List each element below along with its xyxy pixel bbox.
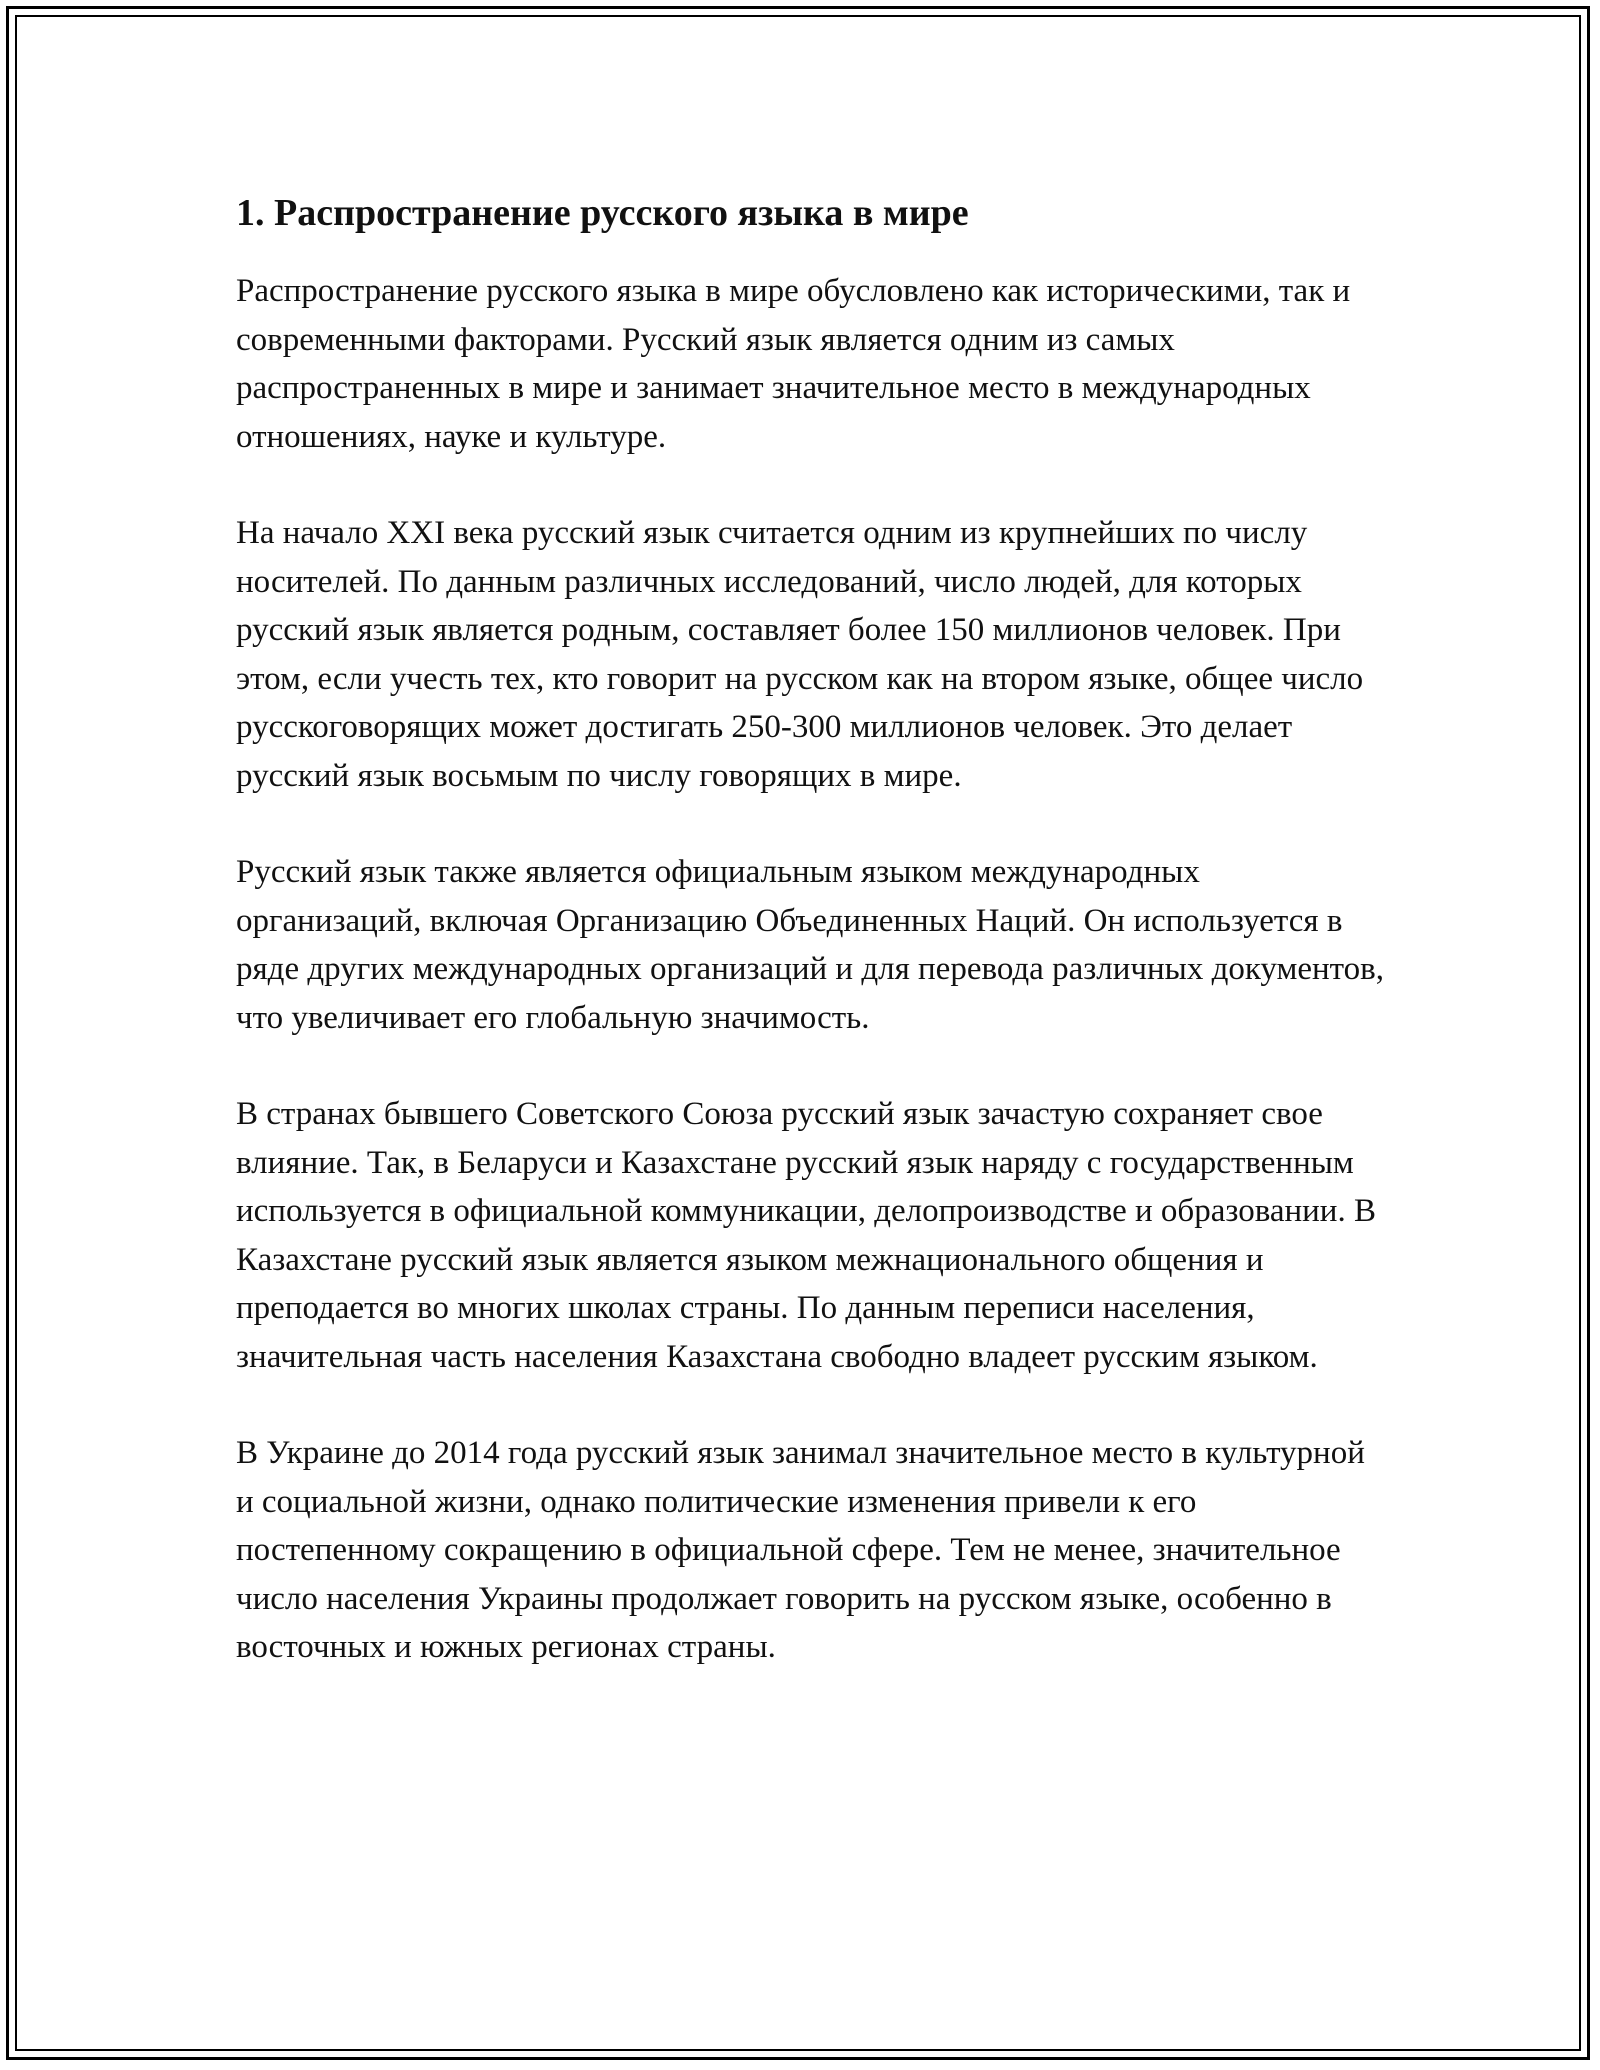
paragraph-4: В странах бывшего Советского Союза русский язык зачастую сохраняет свое влияние. Так, в Беларуси и Казахстане русский язык наряду с государственным используется в официальной коммуникации, делопроизводстве и образовании. В Казахстане русский язык является языком межнационального общения и преподается во многих школах страны. По данным переписи населения, значительная часть населения Казахстана свободно владеет русским языком. <box>236 1096 1376 1375</box>
paragraph-5: В Украине до 2014 года русский язык занимал значительное место в культурной и социальной жизни, однако политические изменения привели к его постепенному сокращению в официальной сфере. Тем не менее, значительное число населения Украины продолжает говорить на русском языке, особенно в восточных и южных регионах страны. <box>236 1435 1365 1665</box>
section-title: 1. Распространение русского языка в мире <box>236 192 969 234</box>
paragraph-2: На начало XXI века русский язык считается одним из крупнейших по числу носителей. По данным различных исследований, число людей, для которых русский язык является родным, составляет более 150 миллионов человек. При этом, если учесть тех, кто говорит на русском как на втором языке, общее число русскоговорящих может достигать 250-300 миллионов человек. Это делает русский язык восьмым по числу говорящих в мире. <box>236 515 1364 794</box>
document-body <box>236 185 1386 1720</box>
paragraph-1: Распространение русского языка в мире обусловлено как историческими, так и современными факторами. Русский язык является одним из самых распространенных в мире и занимает значительное место в международных отношениях, науке и культуре. <box>236 273 1351 455</box>
paragraph-3: Русский язык также является официальным языком международных организаций, включая Организацию Объединенных Наций. Он используется в ряде других международных организаций и для перевода различных документов, что увеличивает его глобальную значимость. <box>236 854 1384 1036</box>
